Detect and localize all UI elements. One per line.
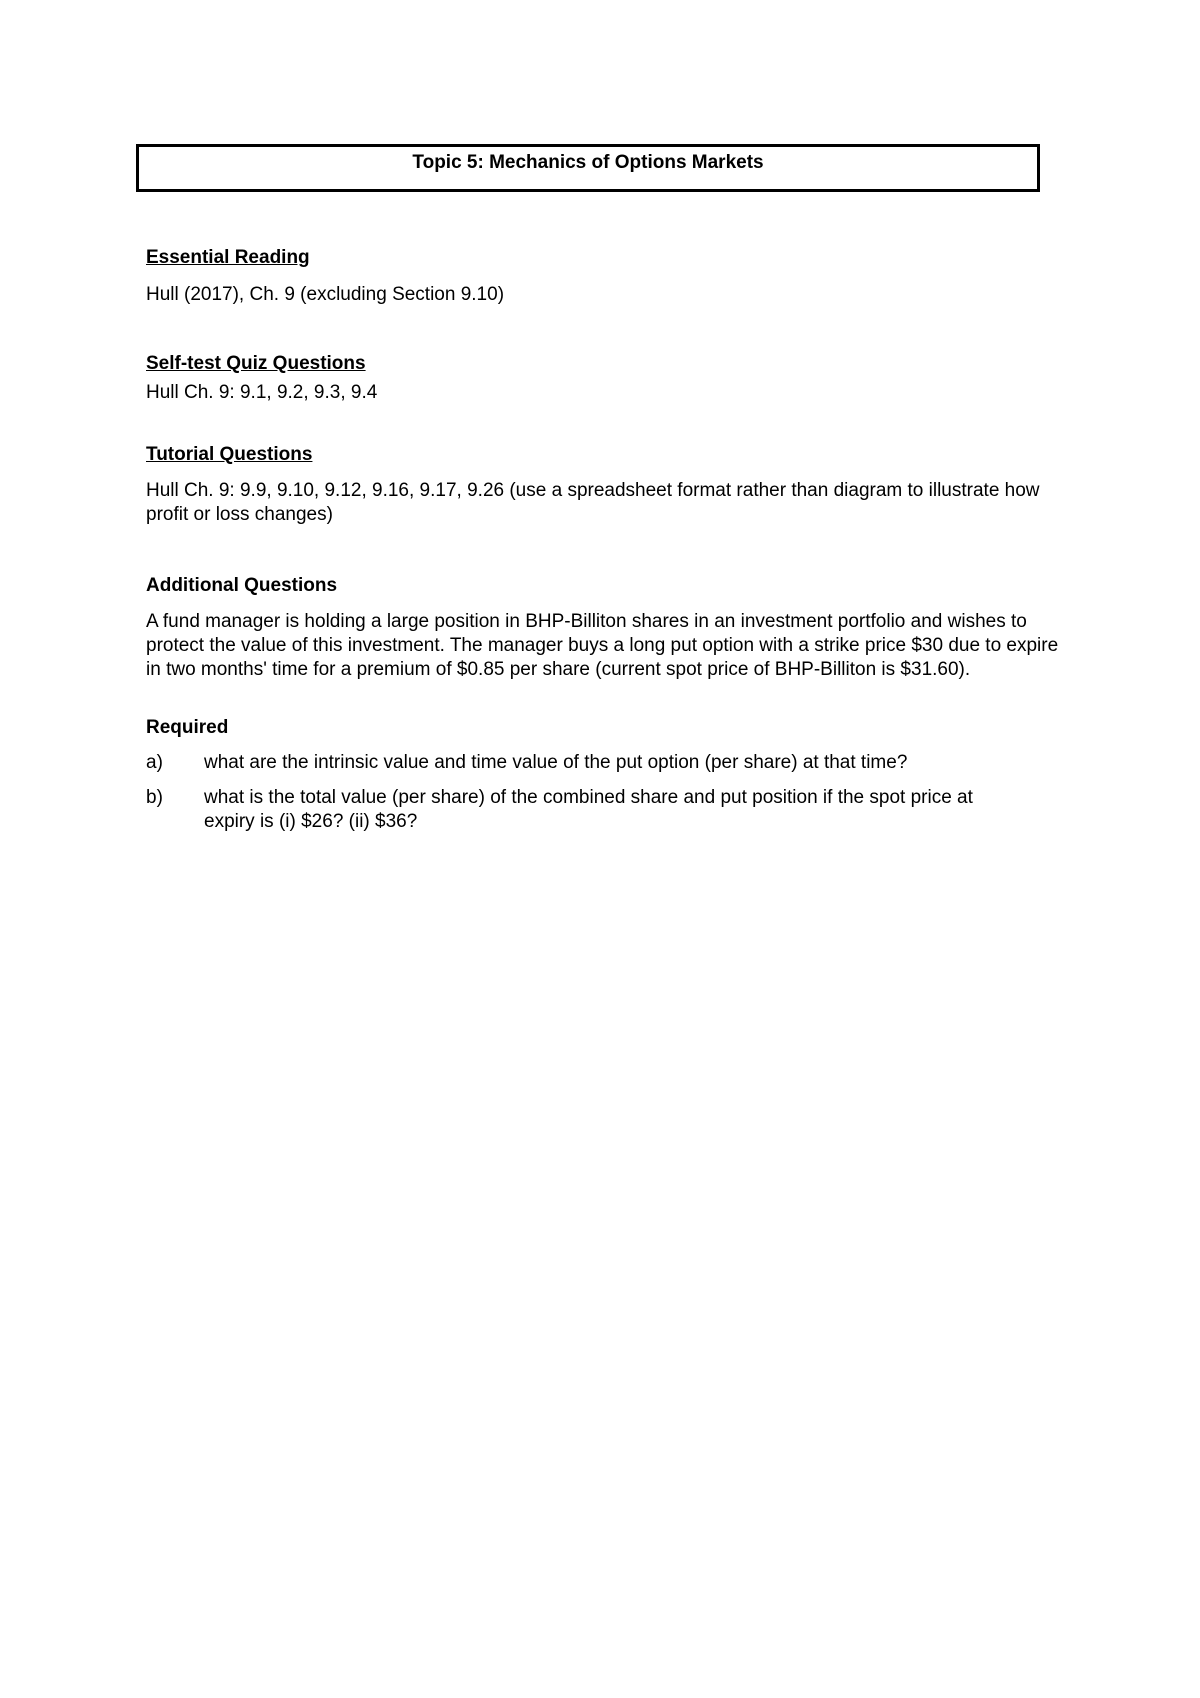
page-title: Topic 5: Mechanics of Options Markets — [412, 152, 764, 173]
title-box — [136, 144, 1040, 192]
essential-reading-text: Hull (2017), Ch. 9 (excluding Section 9.10) — [146, 284, 505, 305]
required-heading: Required — [146, 717, 229, 738]
question-item-a — [146, 751, 1066, 775]
tutorial-heading: Tutorial Questions — [146, 444, 313, 465]
self-test-heading: Self-test Quiz Questions — [146, 353, 366, 374]
question-item-b — [146, 786, 1066, 834]
question-marker: b) — [146, 787, 163, 808]
additional-questions-text: A fund manager is holding a large position in BHP-Billiton shares in an investment portfolio and wishes to protect the value of this investment. The manager buys a long put option with a strike price $30 due to expire in two months' time for a premium of $0.85 per share (current spot price of BHP-Billiton is $31.60). — [146, 611, 1059, 680]
question-text: what is the total value (per share) of the combined share and put position if the spot price at expiry is (i) $26? (ii) $36? — [204, 787, 973, 832]
essential-reading-heading: Essential Reading — [146, 247, 310, 268]
question-marker: a) — [146, 752, 163, 773]
question-text: what are the intrinsic value and time value of the put option (per share) at that time? — [204, 752, 908, 773]
additional-questions-heading: Additional Questions — [146, 575, 338, 596]
tutorial-text: Hull Ch. 9: 9.9, 9.10, 9.12, 9.16, 9.17, 9.26 (use a spreadsheet format rather than diagram to illustrate how profit or loss changes) — [146, 480, 1040, 525]
self-test-text: Hull Ch. 9: 9.1, 9.2, 9.3, 9.4 — [146, 382, 378, 403]
